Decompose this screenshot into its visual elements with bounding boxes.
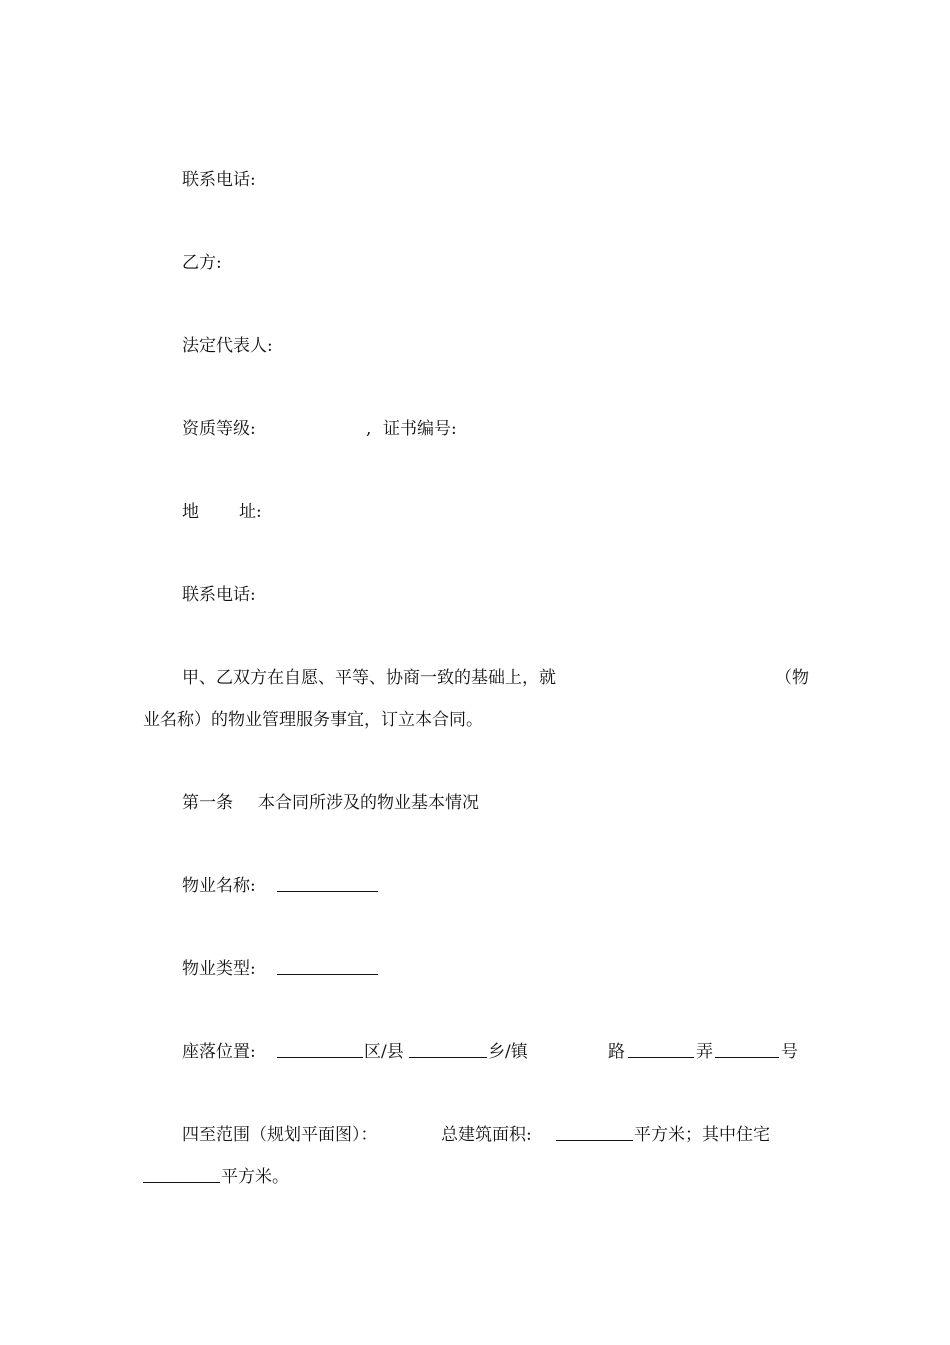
party-b-cert-label: 证书编号: <box>383 419 457 439</box>
sqm-unit-2: 平方米。 <box>221 1167 289 1187</box>
location-town-blank <box>409 1041 487 1064</box>
scope-label: 四至范围（规划平面图）： <box>182 1125 378 1145</box>
location-district: 区/县 <box>364 1042 404 1062</box>
property-name-blank <box>277 875 378 898</box>
total-area-label: 总建筑面积: <box>441 1125 532 1145</box>
location-label: 座落位置: <box>182 1042 256 1062</box>
party-b-phone-label: 联系电话: <box>182 585 256 605</box>
preamble-line1-end: （物 <box>775 668 809 688</box>
party-b-title: 乙方: <box>182 253 222 273</box>
preamble-line2: 业名称）的物业管理服务事宜，订立本合同。 <box>143 710 483 730</box>
preamble-line1: 甲、乙双方在自愿、平等、协商一致的基础上，就 <box>182 668 556 688</box>
location-road: 路 <box>608 1042 625 1062</box>
location-district-blank <box>277 1041 363 1064</box>
party-b-comma: , <box>366 419 372 439</box>
location-lane-blank <box>715 1041 779 1064</box>
party-b-legal-rep-label: 法定代表人: <box>182 336 273 356</box>
sqm-unit-1: 平方米；其中住宅 <box>634 1125 770 1145</box>
residential-area-blank <box>143 1166 220 1189</box>
total-area-blank <box>556 1124 633 1147</box>
property-type-label: 物业类型: <box>182 959 256 979</box>
location-lane: 弄 <box>696 1042 713 1062</box>
location-town: 乡/镇 <box>488 1042 528 1062</box>
article1-title: 本合同所涉及的物业基本情况 <box>258 793 479 813</box>
party-b-address-char1: 地 <box>182 502 199 522</box>
article1-number: 第一条 <box>182 793 233 813</box>
party-a-phone-label: 联系电话: <box>182 170 256 190</box>
property-type-blank <box>277 958 378 981</box>
property-name-label: 物业名称: <box>182 876 256 896</box>
party-b-address-char2: 址: <box>239 502 262 522</box>
party-b-qualification-label: 资质等级: <box>182 419 256 439</box>
location-road-blank <box>628 1041 694 1064</box>
location-number: 号 <box>781 1042 798 1062</box>
